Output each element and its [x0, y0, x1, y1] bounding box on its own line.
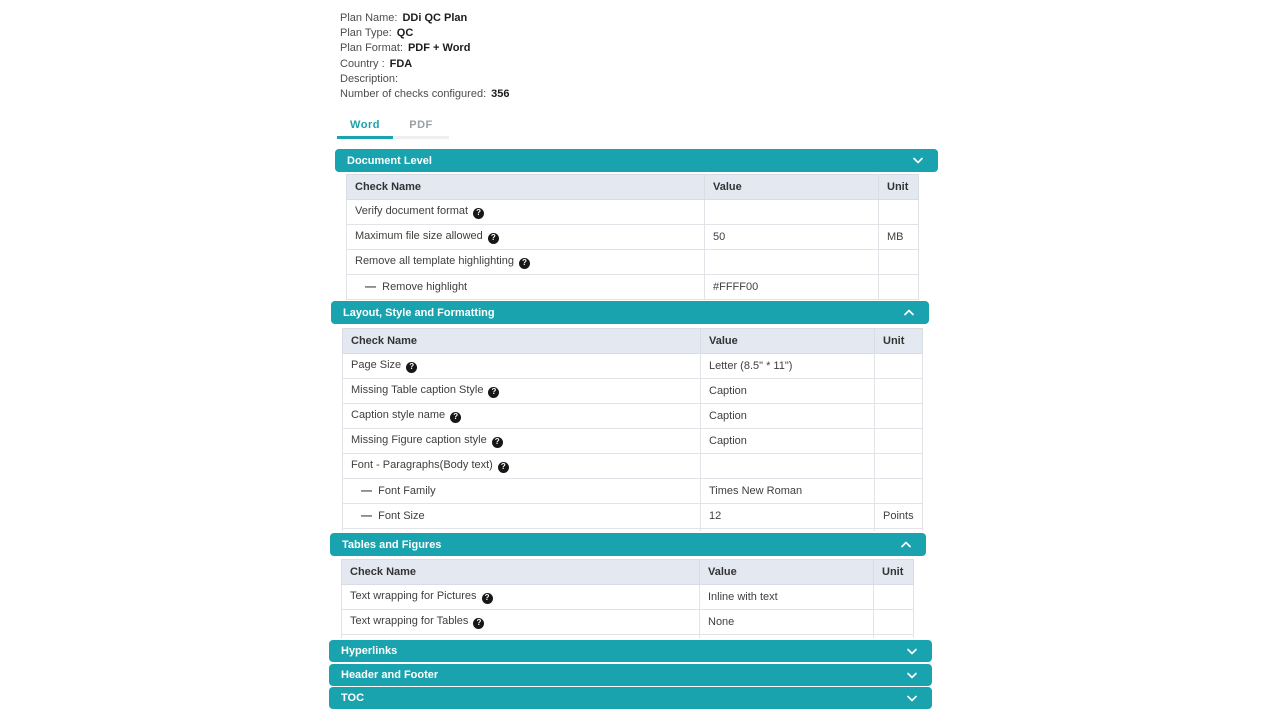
- table-row: [343, 479, 923, 504]
- plan-info-label: Country :: [340, 57, 385, 70]
- plan-info-value: PDF + Word: [407, 42, 471, 55]
- plan-info-country: [340, 56, 510, 71]
- check-name-label: — Font Family: [361, 485, 436, 497]
- help-icon[interactable]: ?: [406, 362, 417, 373]
- accordion-hyperlinks: [329, 640, 969, 662]
- table-row: [343, 354, 923, 379]
- accordion-header-layout-style-and-formatting[interactable]: [331, 301, 929, 324]
- unit-cell: Points: [875, 504, 923, 529]
- table-row: [347, 225, 919, 250]
- check-name-label: Font - Paragraphs(Body text): [351, 459, 493, 472]
- format-tabs: [337, 115, 449, 139]
- help-icon[interactable]: ?: [473, 618, 484, 629]
- check-name-label: Text wrapping for Tables: [350, 615, 469, 628]
- check-name-label: — Remove highlight: [365, 281, 467, 293]
- table-row: [347, 275, 919, 300]
- plan-info-value: FDA: [389, 57, 413, 70]
- check-name-label: Maximum file size allowed: [355, 230, 483, 243]
- check-name-label: Text wrapping for Pictures: [350, 590, 477, 603]
- accordion-body: [342, 328, 969, 531]
- value-cell: [700, 635, 874, 639]
- unit-column-header: Unit: [875, 329, 923, 354]
- unit-cell: [879, 250, 919, 275]
- unit-cell: [875, 354, 923, 379]
- value-cell: Letter (8.5" * 11"): [701, 354, 875, 379]
- check-name-label: Missing Figure caption style: [351, 434, 487, 447]
- clipped-table-row: [343, 529, 923, 532]
- value-cell: Inline with text: [700, 585, 874, 610]
- plan-info-label: Description:: [340, 72, 399, 85]
- check-name-column-header: Check Name: [347, 175, 705, 200]
- value-cell: Caption: [701, 404, 875, 429]
- chevron-down-icon: [906, 647, 918, 656]
- accordion-document-level: [329, 149, 969, 301]
- table-row: [343, 404, 923, 429]
- chevron-up-icon: [900, 540, 912, 549]
- accordion-header-header-and-footer[interactable]: [329, 664, 932, 686]
- plan-info-plan-type: [340, 25, 510, 40]
- value-cell: None: [700, 610, 874, 635]
- check-name-cell: [342, 610, 700, 635]
- unit-column-header: Unit: [879, 175, 919, 200]
- table-row: [347, 200, 919, 225]
- tab-pdf[interactable]: PDF: [393, 115, 449, 139]
- help-icon[interactable]: ?: [519, 258, 530, 269]
- value-cell: Caption: [701, 379, 875, 404]
- check-name-cell: [343, 454, 701, 479]
- unit-cell: [874, 610, 914, 635]
- check-name-label: Verify document format: [355, 205, 469, 218]
- value-cell: 50: [705, 225, 879, 250]
- value-cell: Caption: [701, 429, 875, 454]
- accordion-title: Document Level: [347, 154, 432, 167]
- check-name-label: — Font Size: [361, 510, 425, 522]
- plan-info-label: Plan Type:: [340, 26, 392, 39]
- plan-info-value: QC: [396, 26, 414, 39]
- check-name-cell: [342, 635, 700, 639]
- check-sections: [329, 149, 969, 709]
- check-name-cell: [347, 225, 705, 250]
- plan-info-plan-format: [340, 41, 510, 56]
- value-cell: 12: [701, 504, 875, 529]
- accordion-layout-style-and-formatting: [329, 301, 969, 531]
- check-name-label: Missing Table caption Style: [351, 384, 484, 397]
- tab-word[interactable]: Word: [337, 115, 393, 139]
- value-cell: Times New Roman: [701, 479, 875, 504]
- accordion-body: [346, 174, 969, 301]
- table-header-row: [347, 175, 919, 200]
- unit-column-header: Unit: [874, 560, 914, 585]
- accordion-title: Tables and Figures: [342, 538, 442, 551]
- accordion-header-hyperlinks[interactable]: [329, 640, 932, 662]
- help-icon[interactable]: ?: [492, 437, 503, 448]
- plan-info-label: Number of checks configured:: [340, 88, 487, 101]
- chevron-up-icon: [903, 308, 915, 317]
- table-row: [342, 610, 914, 635]
- table-row: [343, 429, 923, 454]
- check-name-column-header: Check Name: [343, 329, 701, 354]
- check-name-cell: [343, 429, 701, 454]
- value-cell: [701, 454, 875, 479]
- value-cell: [705, 200, 879, 225]
- plan-info-number-of-checks-configured: [340, 86, 510, 101]
- accordion-title: TOC: [341, 692, 365, 704]
- accordion-title: Layout, Style and Formatting: [343, 306, 495, 319]
- checks-table: [346, 174, 919, 300]
- help-icon[interactable]: ?: [488, 233, 499, 244]
- accordion-header-toc[interactable]: [329, 687, 932, 709]
- unit-cell: [874, 585, 914, 610]
- check-name-cell: [347, 200, 705, 225]
- help-icon[interactable]: ?: [488, 387, 499, 398]
- plan-info-value: 356: [491, 88, 510, 101]
- table-header-row: [343, 329, 923, 354]
- table-row: [343, 454, 923, 479]
- check-name-cell: [342, 585, 700, 610]
- unit-cell: [874, 635, 914, 639]
- plan-info: [340, 10, 510, 102]
- help-icon[interactable]: ?: [473, 208, 484, 219]
- plan-info-value: DDi QC Plan: [402, 11, 468, 24]
- table-row: [343, 379, 923, 404]
- check-name-label: Remove all template highlighting: [355, 255, 514, 268]
- unit-cell: [875, 454, 923, 479]
- help-icon[interactable]: ?: [498, 462, 509, 473]
- check-name-cell: [343, 504, 701, 529]
- value-cell: [705, 250, 879, 275]
- table-row: [342, 585, 914, 610]
- value-column-header: Value: [701, 329, 875, 354]
- checks-table: [341, 559, 914, 638]
- check-name-cell: [343, 404, 701, 429]
- accordion-header-and-footer: [329, 664, 969, 686]
- unit-cell: [879, 275, 919, 300]
- help-icon[interactable]: ?: [482, 593, 493, 604]
- plan-info-description: [340, 71, 510, 86]
- table-row: [347, 250, 919, 275]
- accordion-body: [341, 559, 969, 638]
- help-icon[interactable]: ?: [450, 412, 461, 423]
- value-column-header: Value: [700, 560, 874, 585]
- check-name-cell: [343, 529, 701, 532]
- check-name-cell: [347, 250, 705, 275]
- check-name-label: Page Size: [351, 359, 402, 372]
- unit-cell: [879, 200, 919, 225]
- table-row: [343, 504, 923, 529]
- value-cell: [701, 529, 875, 532]
- clipped-table-row: [342, 635, 914, 639]
- unit-cell: MB: [879, 225, 919, 250]
- accordion-header-tables-and-figures[interactable]: [330, 533, 926, 556]
- unit-cell: [875, 479, 923, 504]
- accordion-header-document-level[interactable]: [335, 149, 938, 172]
- accordion-toc: [329, 687, 969, 709]
- checks-table: [342, 328, 923, 531]
- plan-info-label: Plan Format:: [340, 42, 403, 55]
- accordion-tables-and-figures: [329, 533, 969, 638]
- accordion-title: Header and Footer: [341, 669, 439, 681]
- unit-cell: [875, 529, 923, 532]
- chevron-down-icon: [906, 671, 918, 680]
- chevron-down-icon: [912, 156, 924, 165]
- check-name-column-header: Check Name: [342, 560, 700, 585]
- chevron-down-icon: [906, 694, 918, 703]
- check-name-cell: [343, 379, 701, 404]
- unit-cell: [875, 404, 923, 429]
- value-cell: #FFFF00: [705, 275, 879, 300]
- check-name-cell: [343, 354, 701, 379]
- table-header-row: [342, 560, 914, 585]
- unit-cell: [875, 429, 923, 454]
- check-name-cell: [347, 275, 705, 300]
- accordion-title: Hyperlinks: [341, 645, 398, 657]
- unit-cell: [875, 379, 923, 404]
- check-name-cell: [343, 479, 701, 504]
- plan-info-plan-name: [340, 10, 510, 25]
- value-column-header: Value: [705, 175, 879, 200]
- check-name-label: Caption style name: [351, 409, 446, 422]
- plan-info-label: Plan Name:: [340, 11, 398, 24]
